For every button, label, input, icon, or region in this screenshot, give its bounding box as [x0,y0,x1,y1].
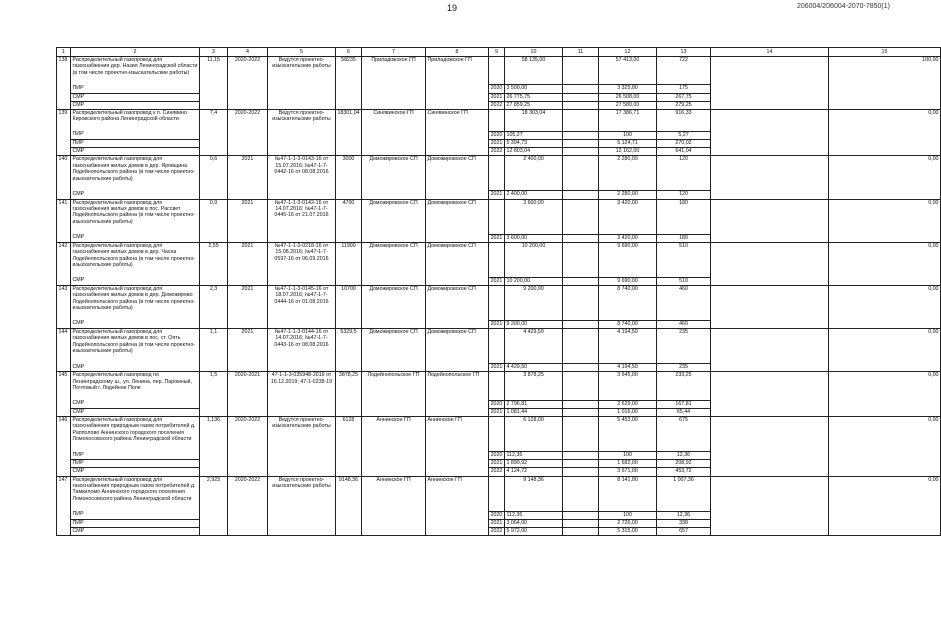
implementation-period: 2020-2022 [228,476,268,536]
municipality: Доможировское СП [362,242,426,285]
empty-cell [563,199,599,234]
row-number: 143 [57,285,71,328]
work-type: СМР [71,364,200,372]
year: 2021 [489,139,505,147]
financing-total: 12 803,04 [505,148,563,156]
regional-budget: 17 386,71 [599,109,657,131]
readiness-percent: 0,00 [829,199,941,242]
financing-total: 58 135,00 [505,57,563,85]
table-row [57,242,941,277]
year: 2021 [489,364,505,372]
empty-cell [563,109,599,131]
readiness-percent: 0,00 [829,372,941,417]
municipality: Доможировское СП [362,285,426,328]
work-type: СМР [71,408,200,416]
year: 2021 [489,277,505,285]
empty-cell [711,57,829,110]
local-budget: 267,75 [657,93,711,101]
customer: Доможировское СП [426,285,489,328]
customer: Доможировское СП [426,329,489,372]
empty-cell [563,85,599,93]
customer: Аннинское ГП [426,417,489,477]
column-header: 8 [426,48,489,57]
empty-cell [563,101,599,109]
table-row [57,199,941,234]
work-type: ПИР [71,511,200,519]
implementation-period: 2021 [228,285,268,328]
column-header: 14 [711,48,829,57]
financing-total: 4 124,72 [505,468,563,476]
pipeline-length: 11,15 [200,57,228,110]
financing-total: 3 500,00 [505,85,563,93]
year: 2021 [489,93,505,101]
empty-cell [563,408,599,416]
empty-cell [563,527,599,535]
total-cost: 5329,5 [336,329,362,372]
object-name: Распределительный газопровод по Ленинградскому ш., ул. Ленина, пер. Паромный, Почтовый г. Лодейное Поле [71,372,200,400]
table-row [57,329,941,364]
regional-budget: 3 671,00 [599,468,657,476]
row-number: 139 [57,109,71,155]
work-type: СМР [71,93,200,101]
year-cell [489,372,505,400]
work-type: СМР [71,234,200,242]
financing-total: 9 200,00 [505,285,563,320]
customer: Лодейнопольское ГП [426,372,489,417]
column-header: 11 [563,48,599,57]
year-cell [489,109,505,131]
work-type: СМР [71,400,200,408]
financing-total: 1 081,44 [505,408,563,416]
row-number: 147 [57,476,71,536]
local-budget: 167,81 [657,400,711,408]
customer: Аннинское ГП [426,476,489,536]
municipality: Аннинское ГП [362,417,426,477]
total-cost: 10700 [336,285,362,328]
local-budget: 657 [657,527,711,535]
local-budget: 175 [657,85,711,93]
empty-cell [563,131,599,139]
empty-cell [563,329,599,364]
municipality: Доможировское СП [362,156,426,199]
local-budget: 916,33 [657,109,711,131]
empty-cell [563,139,599,147]
empty-cell [563,277,599,285]
local-budget: 641,04 [657,148,711,156]
local-budget: 338 [657,519,711,527]
regional-budget: 8 740,00 [599,320,657,328]
financing-total: 4 429,50 [505,329,563,364]
regional-budget: 8 740,00 [599,285,657,320]
financing-total: 9 200,00 [505,320,563,328]
regional-budget: 8 141,00 [599,476,657,511]
object-name: Распределительный газопровод для газоснабжения жилых домов в дер. Яровщина Лодейнопольского района (в том числе проектно-изыскательские работы) [71,156,200,191]
local-budget: 1 007,36 [657,476,711,511]
regional-budget: 3 420,00 [599,234,657,242]
customer: Доможировское СП [426,199,489,242]
local-budget: 12,36 [657,452,711,460]
local-budget: 208,92 [657,460,711,468]
financing-total: 2 796,81 [505,400,563,408]
year-cell [489,329,505,364]
pipeline-length: 1,1 [200,329,228,372]
object-name: Распределительный газопровод для газоснабжения жилых домов в пос. Рассвет Лодейнопольского района (в том числе проектно-изыскательские работы) [71,199,200,234]
regional-budget: 57 413,00 [599,57,657,85]
pipeline-length: 0,9 [200,199,228,242]
empty-cell [563,156,599,191]
year-cell [489,417,505,452]
local-budget: 5,27 [657,131,711,139]
implementation-period: 2020-2022 [228,57,268,110]
empty-cell [711,372,829,417]
regional-budget: 5 315,00 [599,527,657,535]
row-number: 142 [57,242,71,285]
total-cost: 9148,36 [336,476,362,536]
table-row [57,57,941,85]
regional-budget: 100 [599,131,657,139]
year-cell [489,476,505,511]
municipality: Аннинское ГП [362,476,426,536]
local-budget: 510 [657,242,711,277]
financing-total: 2 400,00 [505,191,563,199]
total-cost: 3878,25 [336,372,362,417]
pipeline-length: 2,3 [200,285,228,328]
empty-cell [563,191,599,199]
object-name: Распределительный газопровод для газоснабжения дер. Назия Ленинградской области (в том числе проектно-изыскательские работы) [71,57,200,85]
customer: Доможировское СП [426,242,489,285]
empty-cell [711,156,829,199]
work-type: ПИР [71,139,200,147]
row-number: 138 [57,57,71,110]
empty-cell [711,285,829,328]
object-name: Распределительный газопровод для газоснабжения жилых домов в дер. Доможирово Лодейнопольского района (в том числе проектно-изыскательские работы) [71,285,200,320]
project-documentation: Ведутся проектно-изыскательские работы [268,57,336,110]
year: 2020 [489,452,505,460]
regional-budget: 1 682,00 [599,460,657,468]
year: 2021 [489,234,505,242]
financing-total: 1 890,92 [505,460,563,468]
readiness-percent: 0,00 [829,329,941,372]
financing-total: 3 600,00 [505,199,563,234]
regional-budget: 3 645,00 [599,372,657,400]
project-documentation: Ведутся проектно-изыскательские работы [268,109,336,155]
work-type: ПИР [71,460,200,468]
municipality: Доможировское СП [362,329,426,372]
investment-table [56,47,941,536]
regional-budget: 2 629,00 [599,400,657,408]
year: 2020 [489,131,505,139]
year-cell [489,57,505,85]
municipality: Приладожское ГП [362,57,426,110]
local-budget: 180 [657,199,711,234]
document-code: 206004/206004-2070-7850(1) [796,3,890,10]
regional-budget: 4 194,50 [599,364,657,372]
object-name: Распределительный газопровод для газоснабжения жилых домов в дер. Часна Лодейнопольского района (в том числе проектно-изыскательские работы) [71,242,200,277]
empty-cell [563,519,599,527]
year: 2021 [489,519,505,527]
row-number: 141 [57,199,71,242]
empty-cell [563,417,599,452]
year: 2022 [489,468,505,476]
total-cost: 3000 [336,156,362,199]
local-budget: 120 [657,191,711,199]
object-name: Распределительный газопровод для газоснабжения жилых домов в пос. ст. Оять Лодейнопольского района (в том числе проектно-изыскательские работы) [71,329,200,364]
local-budget: 279,25 [657,101,711,109]
total-cost: 4700 [336,199,362,242]
pipeline-length: 0,6 [200,156,228,199]
column-header: 6 [336,48,362,57]
work-type: ПИР [71,519,200,527]
municipality: Синявинское ГП [362,109,426,155]
empty-cell [563,285,599,320]
readiness-percent: 0,00 [829,242,941,285]
empty-cell [563,468,599,476]
empty-cell [563,57,599,85]
regional-budget: 2 280,00 [599,156,657,191]
column-header: 13 [657,48,711,57]
work-type: ПИР [71,131,200,139]
pipeline-length: 2,923 [200,476,228,536]
total-cost: 18301,04 [336,109,362,155]
regional-budget: 100 [599,452,657,460]
investment-table-container [56,47,939,536]
row-number: 140 [57,156,71,199]
local-budget: 235 [657,364,711,372]
financing-total: 9 148,36 [505,476,563,511]
local-budget: 510 [657,277,711,285]
customer: Доможировское СП [426,156,489,199]
object-name: Распределительный газопровод к п. Синявино Кировского района Ленинградской области [71,109,200,131]
customer: Приладожское ГП [426,57,489,110]
year: 2021 [489,320,505,328]
table-body [57,48,941,536]
implementation-period: 2020-2022 [228,417,268,477]
readiness-percent: 0,00 [829,476,941,536]
empty-cell [563,364,599,372]
empty-cell [711,329,829,372]
table-row [57,372,941,400]
row-number: 145 [57,372,71,417]
total-cost: 11900 [336,242,362,285]
column-header-row [57,48,941,57]
work-type: СМР [71,191,200,199]
column-header: 1 [57,48,71,57]
table-row [57,285,941,320]
financing-total: 105,27 [505,131,563,139]
municipality: Лодейнопольское ГП [362,372,426,417]
work-type: СМР [71,101,200,109]
empty-cell [563,242,599,277]
financing-total: 5 394,73 [505,139,563,147]
empty-cell [563,452,599,460]
regional-budget: 4 194,50 [599,329,657,364]
implementation-period: 2021 [228,156,268,199]
work-type: СМР [71,277,200,285]
table-row [57,109,941,131]
column-header: 15 [829,48,941,57]
empty-cell [563,320,599,328]
local-budget: 12,36 [657,511,711,519]
regional-budget: 3 420,00 [599,199,657,234]
work-type: СМР [71,320,200,328]
regional-budget: 27 580,00 [599,101,657,109]
regional-budget: 5 124,71 [599,139,657,147]
year-cell [489,199,505,234]
empty-cell [563,476,599,511]
empty-cell [711,476,829,536]
table-row [57,417,941,452]
local-budget: 460 [657,320,711,328]
pipeline-length: 1,5 [200,372,228,417]
local-budget: 460 [657,285,711,320]
table-row [57,156,941,191]
project-documentation: №47-1-1-3-0143-16 от 15.07.2016; №47-1-7-0442-16 от 08.08.2016 [268,156,336,199]
year-cell [489,156,505,191]
column-header: 2 [71,48,200,57]
regional-budget: 100 [599,511,657,519]
year: 2020 [489,85,505,93]
year: 2021 [489,460,505,468]
readiness-percent: 0,00 [829,285,941,328]
page-number: 19 [446,3,457,13]
row-number: 144 [57,329,71,372]
financing-total: 6 128,00 [505,417,563,452]
project-documentation: Ведутся проектно-изыскательские работы [268,417,336,477]
column-header: 5 [268,48,336,57]
regional-budget: 12 162,00 [599,148,657,156]
implementation-period: 2021 [228,329,268,372]
column-header: 7 [362,48,426,57]
financing-total: 112,36 [505,452,563,460]
readiness-percent: 0,00 [829,417,941,477]
pipeline-length: 1,136 [200,417,228,477]
implementation-period: 2020-2021 [228,372,268,417]
local-budget: 722 [657,57,711,85]
year: 2020 [489,400,505,408]
local-budget: 235 [657,329,711,364]
municipality: Доможировское СП [362,199,426,242]
project-documentation: №47-1-1-3-0142-16 от 14.07.2016; №47-1-7-0445-16 от 21.07.2016 [268,199,336,242]
year: 2022 [489,527,505,535]
local-budget: 65,44 [657,408,711,416]
empty-cell [563,400,599,408]
table-row [57,476,941,511]
object-name: Распределительный газопровод для газоснабжения природным газом потребителей д. Тамкиломо Аннинского городского поселения Ломоносовского района Ленинградской области [71,476,200,511]
project-documentation: №47-1-1-3-0144-16 от 14.07.2016; №47-1-7-0443-16 от 08.08.2016 [268,329,336,372]
regional-budget: 5 453,00 [599,417,657,452]
financing-total: 3 600,00 [505,234,563,242]
regional-budget: 2 726,00 [599,519,657,527]
year: 2022 [489,101,505,109]
regional-budget: 26 508,00 [599,93,657,101]
pipeline-length: 2,55 [200,242,228,285]
financing-total: 2 400,00 [505,156,563,191]
year-cell [489,242,505,277]
row-number: 146 [57,417,71,477]
empty-cell [563,372,599,400]
local-budget: 270,02 [657,139,711,147]
local-budget: 180 [657,234,711,242]
financing-total: 5 972,00 [505,527,563,535]
project-documentation: №47-1-1-3-0218-16 от 15.08.2016; №47-1-7-0597-16 от 06.09.2016 [268,242,336,285]
implementation-period: 2021 [228,199,268,242]
empty-cell [563,460,599,468]
column-header: 12 [599,48,657,57]
regional-budget: 1 016,00 [599,408,657,416]
empty-cell [711,109,829,155]
work-type: СМР [71,148,200,156]
financing-total: 4 429,50 [505,364,563,372]
empty-cell [563,93,599,101]
financing-total: 10 200,00 [505,242,563,277]
local-budget: 453,72 [657,468,711,476]
column-header: 3 [200,48,228,57]
year: 2022 [489,148,505,156]
regional-budget: 2 280,00 [599,191,657,199]
project-documentation: №47-1-1-3-0145-16 от 18.07.2016; №47-1-7-0444-16 от 01.08.2016 [268,285,336,328]
column-header: 9 [489,48,505,57]
work-type: ПИР [71,452,200,460]
empty-cell [711,417,829,477]
empty-cell [563,511,599,519]
financing-total: 18 303,04 [505,109,563,131]
local-budget: 675 [657,417,711,452]
financing-total: 26 775,75 [505,93,563,101]
work-type: ПИР [71,85,200,93]
regional-budget: 9 690,00 [599,277,657,285]
object-name: Распределительный газопровод для газоснабжения природным газом потребителей д. Рапполово Аннинского городского поселения Ломоносовского района Ленинградской области [71,417,200,452]
customer: Синявинское ГП [426,109,489,155]
financing-total: 112,36 [505,511,563,519]
regional-budget: 3 325,00 [599,85,657,93]
empty-cell [711,199,829,242]
financing-total: 3 064,00 [505,519,563,527]
implementation-period: 2020-2022 [228,109,268,155]
financing-total: 10 200,00 [505,277,563,285]
total-cost: 58235 [336,57,362,110]
readiness-percent: 0,00 [829,109,941,155]
work-type: СМР [71,468,200,476]
financing-total: 3 878,25 [505,372,563,400]
local-budget: 120 [657,156,711,191]
pipeline-length: 7,4 [200,109,228,155]
project-documentation: Ведутся проектно-изыскательские работы [268,476,336,536]
year-cell [489,285,505,320]
implementation-period: 2021 [228,242,268,285]
column-header: 4 [228,48,268,57]
empty-cell [563,148,599,156]
year: 2021 [489,408,505,416]
empty-cell [711,242,829,285]
year: 2020 [489,511,505,519]
column-header: 10 [505,48,563,57]
financing-total: 27 859,25 [505,101,563,109]
total-cost: 6128 [336,417,362,477]
readiness-percent: 0,00 [829,156,941,199]
project-documentation: 47-1-1-3-035948-2019 от 16.12.2019; 47-1-0238-19 [268,372,336,417]
work-type: СМР [71,527,200,535]
year: 2021 [489,191,505,199]
local-budget: 233,25 [657,372,711,400]
empty-cell [563,234,599,242]
readiness-percent: 100,00 [829,57,941,110]
regional-budget: 9 690,00 [599,242,657,277]
